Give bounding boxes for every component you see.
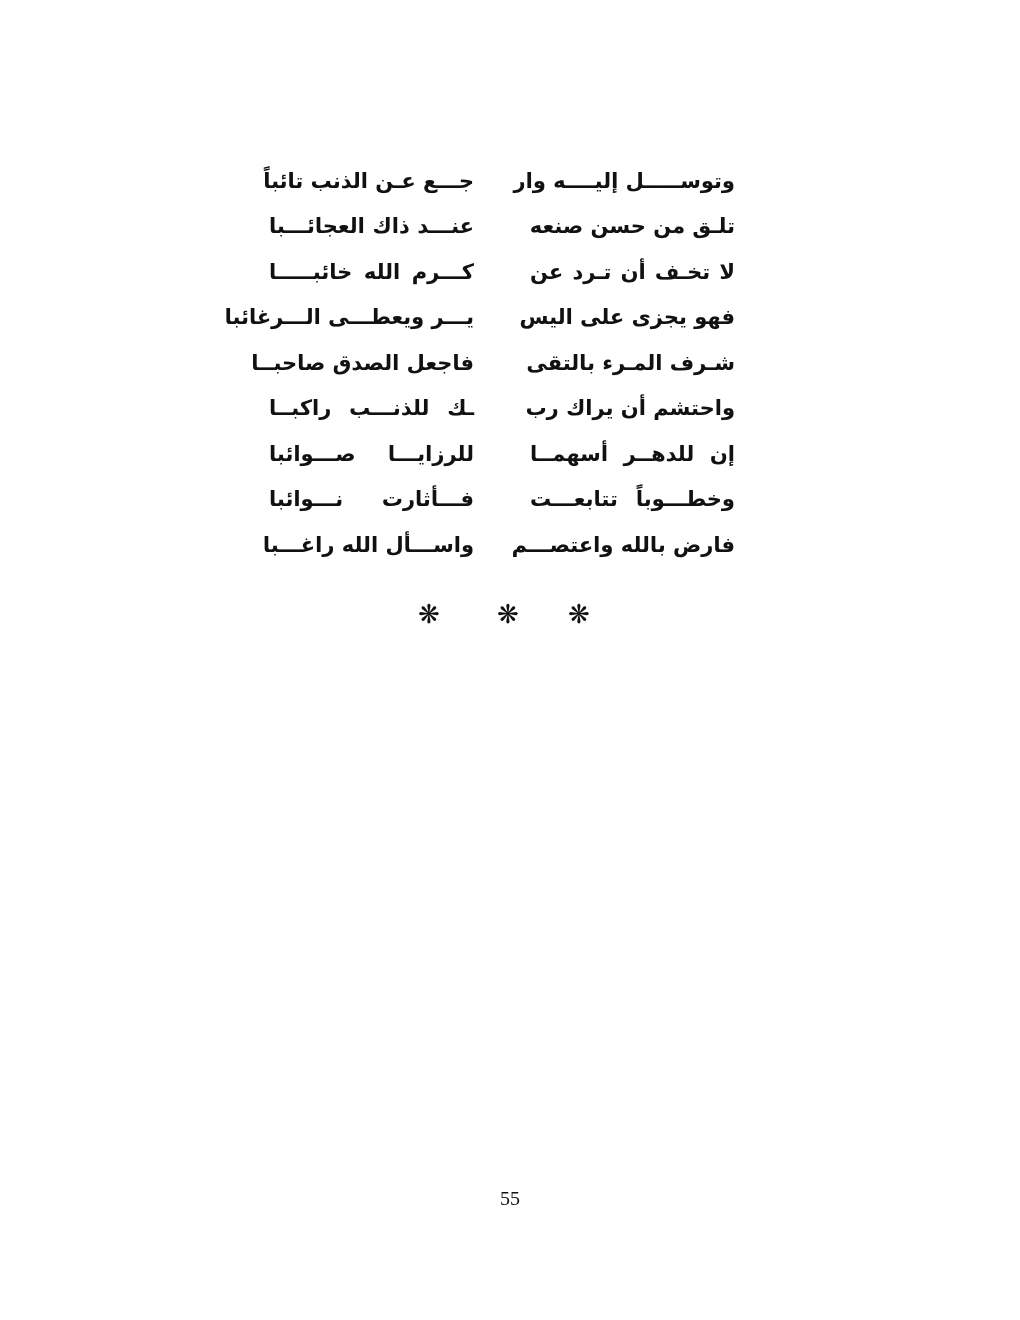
asterism-star-icon: ❋ [497,600,519,630]
asterism-star-icon: ❋ [418,600,440,630]
poem [224,158,745,568]
first-hemistich: فهو يجزى على اليس [519,305,735,330]
second-hemistich: ـك للذنـــب راكبــا [269,396,474,421]
first-hemistich: تلـق من حسن صنعه [529,214,735,239]
verse [255,158,745,204]
second-hemistich: للرزايـــا صـــوائبا [269,441,474,466]
verse [255,522,745,568]
second-hemistich: عنـــد ذاك العجائـــبا [269,214,474,239]
first-hemistich: شـرف المـرء بالتقى [526,350,735,375]
second-hemistich: يـــر ويعطـــى الـــرغائبا [224,305,474,330]
first-hemistich: إن للدهــر أسهمــا [530,441,735,466]
second-hemistich: واســـأل الله راغـــبا [262,532,474,557]
first-hemistich: لا تخـف أن تـرد عن [530,259,735,284]
verse [255,477,745,523]
verse [255,386,745,432]
first-hemistich: واحتشم أن يراك رب [525,396,735,421]
verse [224,295,745,341]
asterism-star-icon: ❋ [568,600,590,630]
second-hemistich: جـــع عـن الذنب تائباً [263,168,474,193]
second-hemistich: كـــرم الله خائبـــــا [269,259,474,284]
verse [255,204,745,250]
first-hemistich: فارض بالله واعتصـــم [511,532,735,557]
second-hemistich: فاجعل الصدق صاحبــا [251,350,474,375]
verse [251,340,745,386]
first-hemistich: وتوســـــل إليــــه وار [513,168,735,193]
verse [255,249,745,295]
verse [255,431,745,477]
section-separator [0,600,1020,630]
second-hemistich: فـــأثارت نـــوائبا [269,487,474,512]
page-number: 55 [500,1188,520,1210]
first-hemistich: وخطـــوباً تتابعـــت [530,487,735,512]
